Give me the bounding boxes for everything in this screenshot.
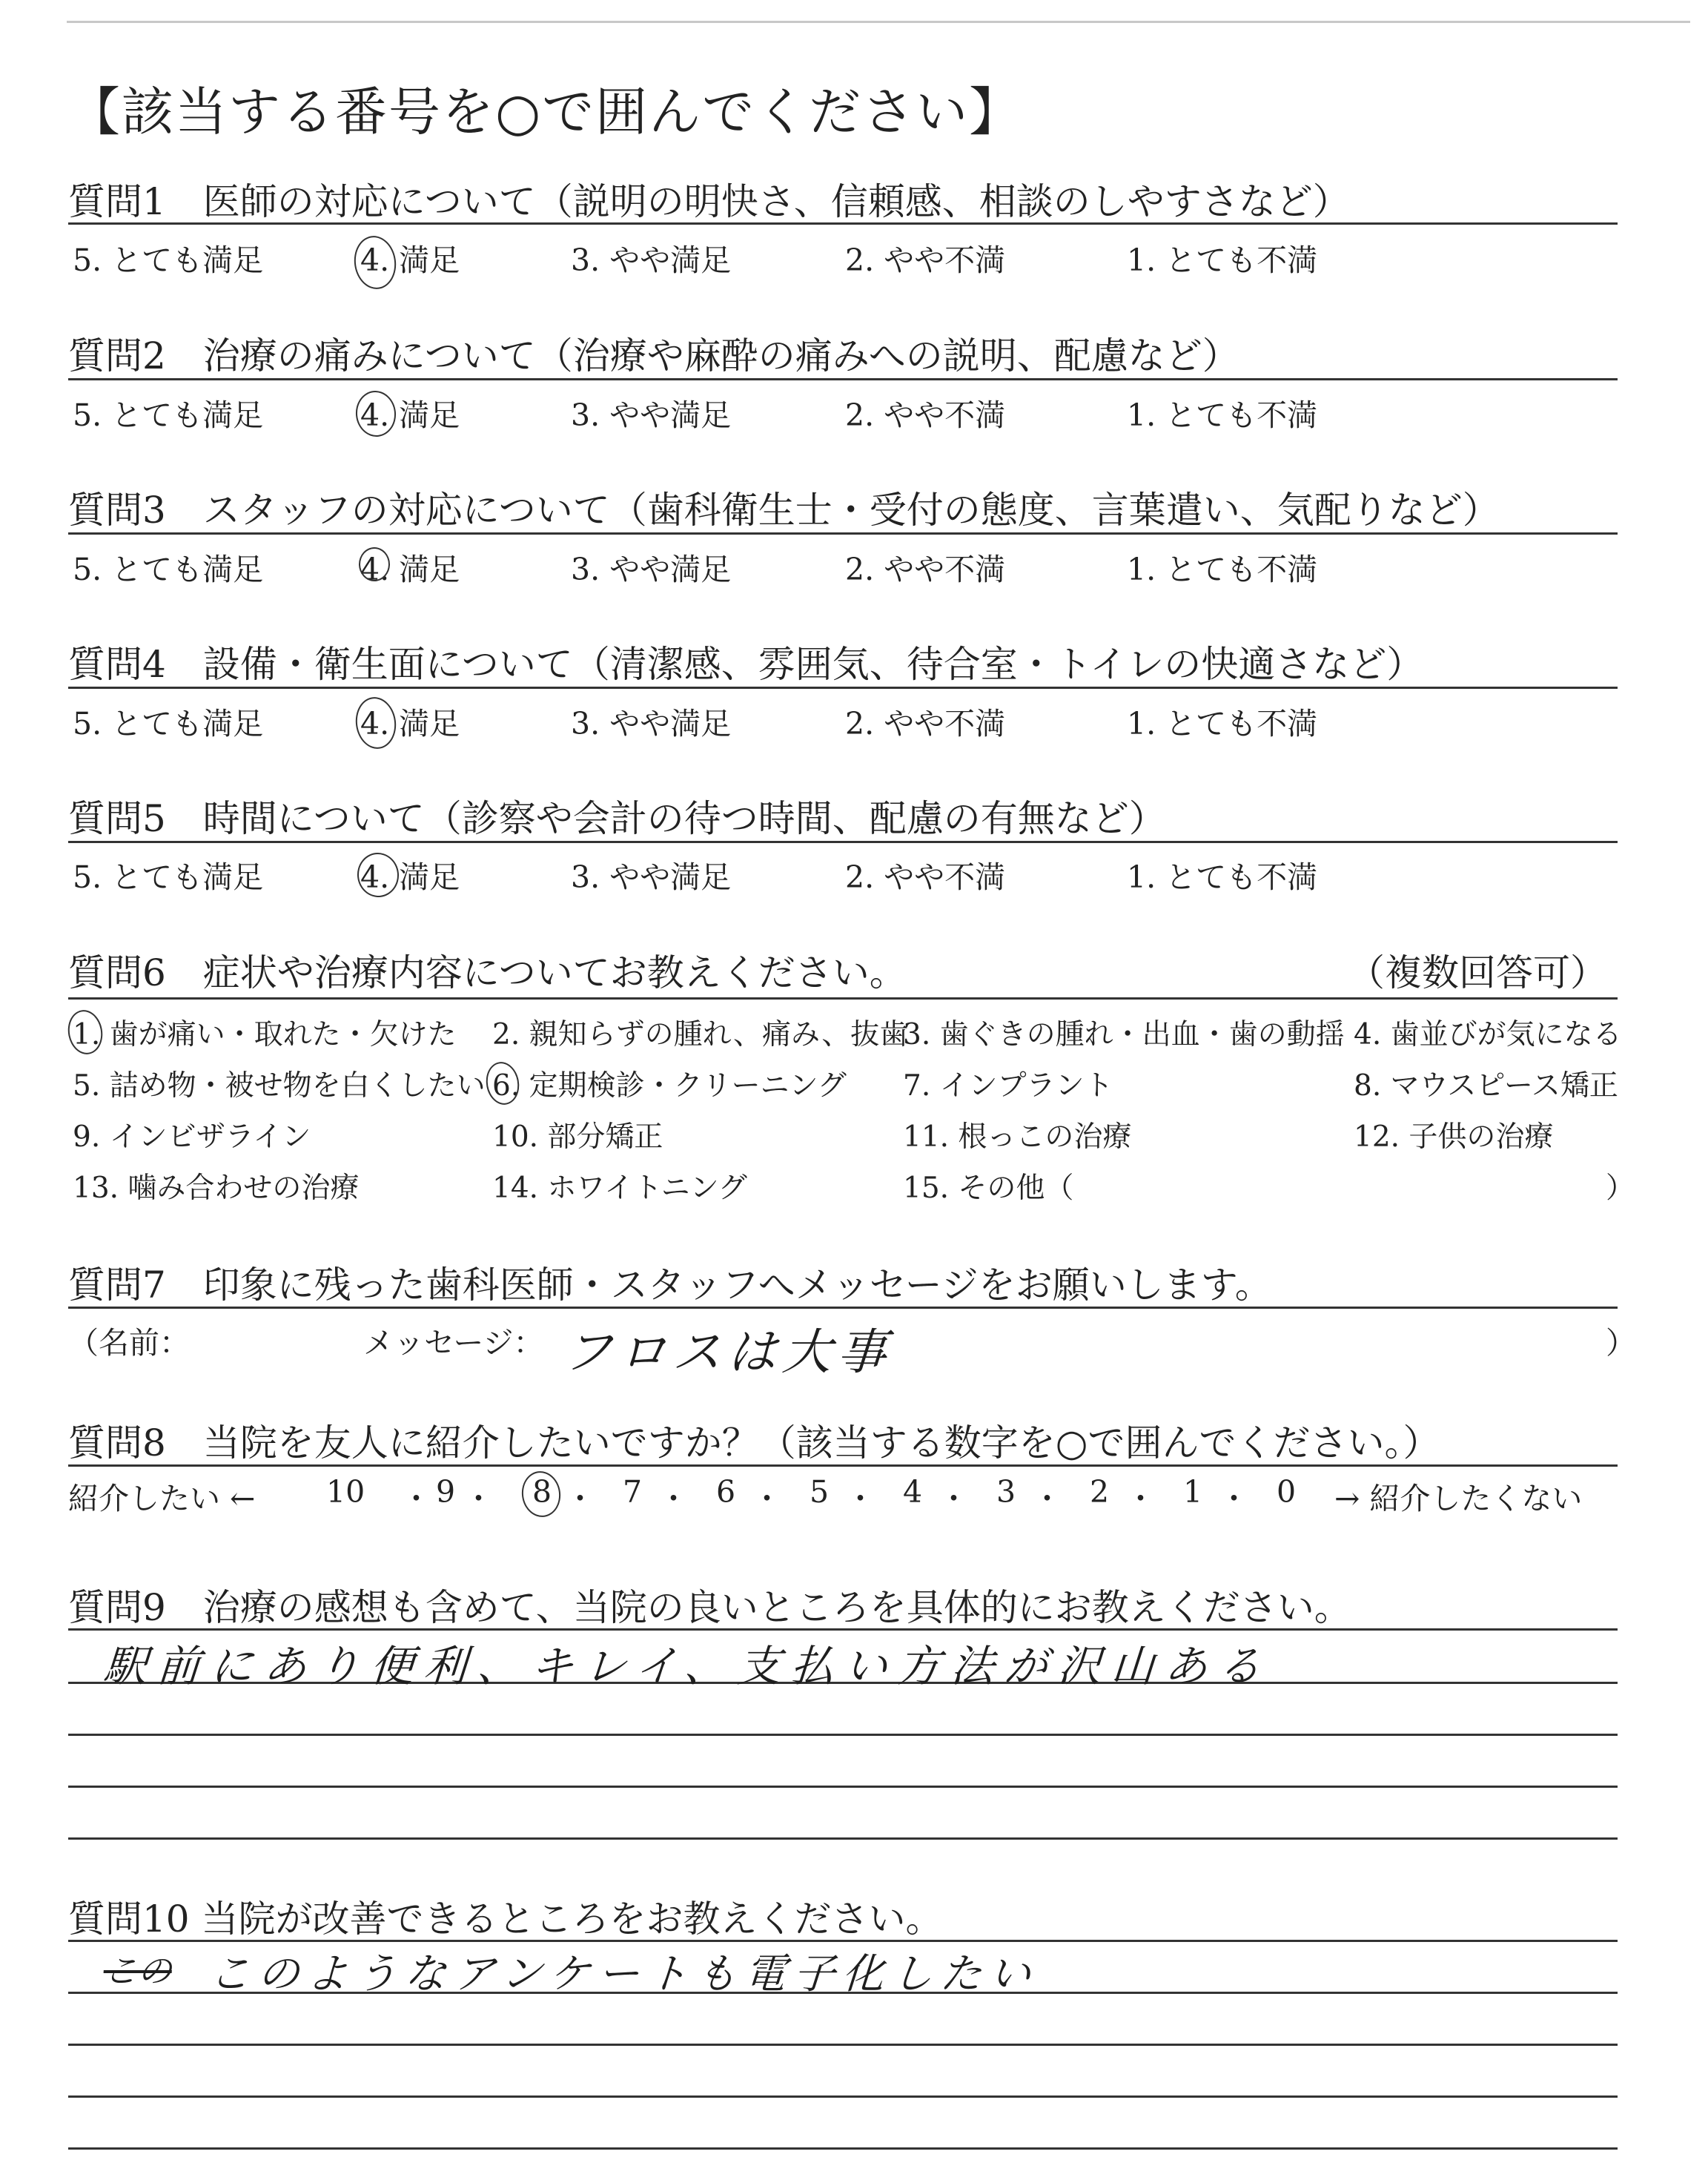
q8-rule (68, 1464, 1618, 1467)
q6-title: 質問6 症状や治療内容についてお教えください。 (68, 951, 907, 994)
q1-option-2[interactable]: 2. やや不満 (845, 242, 1006, 278)
q2-option-2[interactable]: 2. やや不満 (845, 397, 1006, 433)
q8-dot: ・ (1032, 1481, 1062, 1516)
q6-item-4[interactable]: 4. 歯並びが気になる (1354, 1018, 1622, 1051)
q9-rule-5 (68, 1837, 1618, 1840)
q8-scale-1[interactable]: 1 (1183, 1474, 1203, 1510)
q7-message-label: メッセージ： (363, 1325, 544, 1361)
q9-rule-4 (68, 1786, 1618, 1788)
q5-option-5[interactable]: 5. とても満足 (73, 859, 264, 895)
q1-option-3[interactable]: 3. やや満足 (571, 242, 732, 278)
q10-answer[interactable]: このようなアンケートも電子化したい (207, 1950, 1040, 1998)
q10-title: 質問10 当院が改善できるところをお教えください。 (68, 1898, 943, 1941)
q1-title: 質問1 医師の対応について（説明の明快さ、信頼感、相談のしやすさなど） (68, 180, 1350, 223)
q8-dot: ・ (1219, 1481, 1249, 1516)
q4-option-4[interactable]: 4. 満足 (360, 706, 460, 742)
q8-title: 質問8 当院を友人に紹介したいですか？（該当する数字を○で囲んでください。） (68, 1421, 1440, 1464)
q8-scale-2[interactable]: 2 (1090, 1474, 1110, 1510)
q8-scale-7[interactable]: 7 (623, 1474, 643, 1510)
q8-left-label: 紹介したい ← (68, 1481, 256, 1516)
q9-title: 質問9 治療の感想も含めて、当院の良いところを具体的にお教えください。 (68, 1586, 1351, 1629)
q8-scale-5[interactable]: 5 (810, 1474, 830, 1510)
q2-option-5[interactable]: 5. とても満足 (73, 397, 264, 433)
q3-option-5[interactable]: 5. とても満足 (73, 552, 264, 587)
q8-dot: ・ (401, 1481, 431, 1516)
q3-option-4[interactable]: 4. 満足 (360, 552, 460, 587)
q2-option-4[interactable]: 4. 満足 (360, 397, 460, 433)
q1-option-4[interactable]: 4. 満足 (360, 242, 460, 278)
q5-option-4[interactable]: 4. 満足 (360, 859, 460, 895)
q8-scale-9[interactable]: 9 (436, 1474, 456, 1510)
q8-right-label: → 紹介したくない (1334, 1481, 1583, 1516)
q8-scale-3[interactable]: 3 (996, 1474, 1016, 1510)
q4-rule (68, 687, 1618, 689)
top-border (67, 21, 1690, 23)
q9-answer[interactable]: 駅前にあり便利、キレイ、支払い方法が沢山ある (102, 1641, 1274, 1691)
q6-item-1[interactable]: 1. 歯が痛い・取れた・欠けた (73, 1018, 457, 1051)
q8-scale-8[interactable]: 8 (532, 1474, 552, 1510)
q6-item-8[interactable]: 8. マウスピース矯正 (1354, 1069, 1618, 1103)
q6-item-12[interactable]: 12. 子供の治療 (1354, 1120, 1554, 1154)
q4-option-3[interactable]: 3. やや満足 (571, 706, 732, 742)
q6-item-9[interactable]: 9. インビザライン (73, 1120, 311, 1154)
q2-option-3[interactable]: 3. やや満足 (571, 397, 732, 433)
q6-rule (68, 997, 1618, 1000)
q7-close: ） (1606, 1325, 1636, 1361)
q9-rule-3 (68, 1734, 1618, 1736)
q5-option-2[interactable]: 2. やや不満 (845, 859, 1006, 895)
q8-dot: ・ (463, 1481, 494, 1516)
q5-option-3[interactable]: 3. やや満足 (571, 859, 732, 895)
q6-item-14[interactable]: 14. ホワイトニング (492, 1172, 747, 1205)
q8-selection-circle (519, 1469, 563, 1520)
q8-scale-4[interactable]: 4 (903, 1474, 923, 1510)
q10-rule-3 (68, 2044, 1618, 2046)
q10-struck-text: この (102, 1951, 173, 1991)
q4-option-1[interactable]: 1. とても不満 (1127, 706, 1318, 742)
q5-option-1[interactable]: 1. とても不満 (1127, 859, 1318, 895)
q3-option-1[interactable]: 1. とても不満 (1127, 552, 1318, 587)
q7-title: 質問7 印象に残った歯科医師・スタッフへメッセージをお願いします。 (68, 1264, 1272, 1307)
q9-rule-1 (68, 1628, 1618, 1631)
q8-dot: ・ (565, 1481, 595, 1516)
page-title: 【該当する番号を○で囲んでください】 (68, 82, 1023, 142)
q4-option-2[interactable]: 2. やや不満 (845, 706, 1006, 742)
q3-title: 質問3 スタッフの対応について（歯科衛生士・受付の態度、言葉遣い、気配りなど） (68, 489, 1500, 532)
q6-item-6[interactable]: 6. 定期検診・クリーニング (492, 1069, 847, 1103)
q1-rule (68, 222, 1618, 225)
q8-dot: ・ (658, 1481, 689, 1516)
q7-name-label: （名前： (68, 1325, 190, 1361)
q8-dot: ・ (752, 1481, 782, 1516)
q6-item-13[interactable]: 13. 噛み合わせの治療 (73, 1172, 360, 1205)
q2-title: 質問2 治療の痛みについて（治療や麻酔の痛みへの説明、配慮など） (68, 334, 1239, 377)
q3-selection-circle (359, 547, 390, 581)
q10-rule-5 (68, 2147, 1618, 2150)
q3-option-2[interactable]: 2. やや不満 (845, 552, 1006, 587)
q6-item-2[interactable]: 2. 親知らずの腫れ、痛み、抜歯 (492, 1018, 909, 1051)
q6-other-close: ） (1606, 1172, 1635, 1205)
q8-scale-0[interactable]: 0 (1277, 1474, 1297, 1510)
q7-rule (68, 1307, 1618, 1309)
q8-dot: ・ (939, 1481, 969, 1516)
q8-dot: ・ (1125, 1481, 1156, 1516)
q6-note: （複数回答可） (1348, 951, 1607, 994)
q3-rule (68, 532, 1618, 535)
q4-title: 質問4 設備・衛生面について（清潔感、雰囲気、待合室・トイレの快適さなど） (68, 643, 1424, 686)
q6-item-5[interactable]: 5. 詰め物・被せ物を白くしたい (73, 1069, 486, 1103)
q6-item-7[interactable]: 7. インプラント (903, 1069, 1113, 1103)
q8-dot: ・ (845, 1481, 875, 1516)
q7-message-answer[interactable]: フロスは大事 (560, 1324, 895, 1381)
q3-option-3[interactable]: 3. やや満足 (571, 552, 732, 587)
q6-item-10[interactable]: 10. 部分矯正 (492, 1120, 663, 1154)
q6-item-3[interactable]: 3. 歯ぐきの腫れ・出血・歯の動揺 (903, 1018, 1345, 1051)
q6-item-11[interactable]: 11. 根っこの治療 (903, 1120, 1132, 1154)
q2-rule (68, 378, 1618, 380)
q8-scale-10[interactable]: 10 (326, 1474, 365, 1510)
q2-option-1[interactable]: 1. とても不満 (1127, 397, 1318, 433)
q4-option-5[interactable]: 5. とても満足 (73, 706, 264, 742)
q1-option-1[interactable]: 1. とても不満 (1127, 242, 1318, 278)
q5-rule (68, 841, 1618, 843)
q1-option-5[interactable]: 5. とても満足 (73, 242, 264, 278)
q8-scale-6[interactable]: 6 (716, 1474, 736, 1510)
q5-title: 質問5 時間について（診察や会計の待つ時間、配慮の有無など） (68, 797, 1166, 840)
q6-item-15[interactable]: 15. その他（ (903, 1172, 1074, 1205)
q10-rule-4 (68, 2095, 1618, 2098)
